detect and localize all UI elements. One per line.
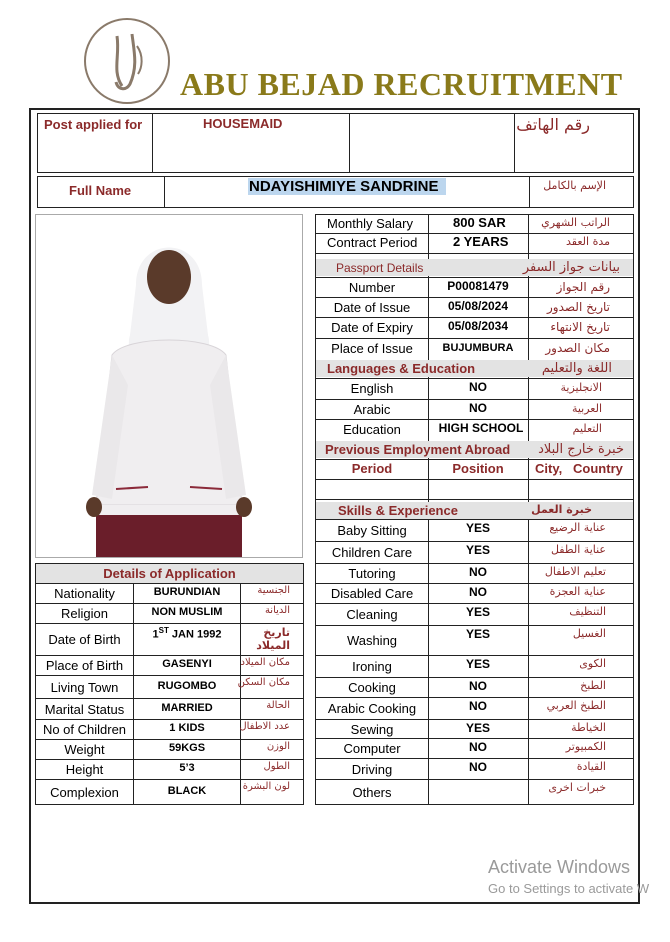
candidate-photo: [35, 214, 303, 558]
languages-title: Languages & Education: [327, 361, 476, 376]
salary-label: Monthly Salary: [327, 216, 413, 231]
activate-windows-subtitle: Go to Settings to activate W: [488, 881, 650, 896]
dob-suffix: ST: [158, 626, 169, 635]
details-title: Details of Application: [103, 566, 236, 581]
passport-number-value: P00081479: [447, 279, 509, 293]
dob-rest: JAN 1992: [168, 628, 222, 641]
detail-value-5: MARRIED: [161, 702, 213, 714]
post-label: Post applied for: [44, 117, 143, 132]
detail-value-2: [134, 627, 240, 641]
detail-value-6: 1 KIDS: [169, 722, 205, 734]
education-value: HIGH SCHOOL: [438, 421, 524, 435]
skill-value-9: YES: [465, 721, 490, 735]
skill-label-3: Disabled Care: [330, 586, 414, 601]
detail-label-1: Religion: [61, 606, 108, 621]
skill-label-0: Baby Sitting: [337, 523, 407, 538]
english-value: NO: [469, 380, 487, 394]
english-ar: الانجليزية: [560, 381, 602, 394]
activate-windows-title: Activate Windows: [488, 857, 631, 877]
place-of-issue-value: BUJUMBURA: [442, 342, 514, 354]
skills-title: Skills & Experience: [338, 503, 458, 518]
detail-ar-1: الديانة: [264, 605, 290, 616]
skill-label-11: Driving: [351, 762, 393, 777]
contract-label: Contract Period: [327, 235, 418, 250]
employment-title-ar: خبرة خارج البلاد: [538, 442, 624, 457]
issue-date-value: 05/08/2024: [447, 299, 509, 313]
skill-value-6: YES: [465, 657, 490, 671]
skill-value-5: YES: [465, 627, 490, 641]
skill-label-8: Arabic Cooking: [327, 701, 417, 716]
arabic-value: NO: [469, 401, 487, 415]
skill-value-1: YES: [465, 543, 490, 557]
passport-title-ar: بيانات جواز السفر: [522, 260, 620, 275]
skill-ar-10: الكمبيوتر: [565, 740, 606, 753]
skill-value-8: NO: [469, 699, 487, 713]
phone-label-ar: رقم الهاتف: [516, 115, 590, 134]
detail-ar-8: الطول: [263, 761, 290, 772]
detail-value-3: GASENYI: [162, 658, 212, 670]
employment-col-position: Position: [452, 461, 504, 476]
english-label: English: [350, 381, 394, 396]
detail-ar-9: لون البشرة: [242, 781, 290, 792]
skill-label-9: Sewing: [350, 722, 394, 737]
salary-label-ar: الراتب الشهري: [541, 216, 610, 229]
place-of-issue-ar: مكان الصدور: [545, 341, 610, 355]
detail-value-8: 5’3: [179, 762, 195, 774]
issue-date-label: Date of Issue: [333, 300, 411, 315]
skill-ar-5: الغسيل: [572, 627, 606, 640]
skill-label-5: Washing: [346, 633, 398, 648]
skill-label-7: Cooking: [348, 680, 396, 695]
employment-col-country: City, Country: [535, 461, 623, 476]
detail-value-1: NON MUSLIM: [151, 606, 223, 618]
detail-ar-7: الوزن: [266, 741, 290, 752]
detail-ar-2: تاريخ الميلاد: [256, 626, 290, 652]
contract-label-ar: مدة العقد: [566, 235, 610, 248]
skills-title-ar: خبرة العمل: [531, 503, 592, 516]
education-ar: التعليم: [572, 422, 602, 435]
skill-value-0: YES: [465, 521, 490, 535]
detail-label-0: Nationality: [54, 586, 115, 601]
skill-value-4: YES: [465, 605, 490, 619]
fullname-value: NDAYISHIMIYE SANDRINE: [249, 178, 439, 195]
detail-label-7: Weight: [64, 742, 105, 757]
fullname-label-ar: الإسم بالكامل: [543, 179, 606, 192]
arabic-ar: العربية: [571, 402, 602, 415]
passport-title: Passport Details: [336, 261, 424, 275]
detail-label-9: Complexion: [50, 785, 119, 800]
skill-ar-12: خبرات اخرى: [548, 781, 606, 794]
education-label: Education: [343, 422, 401, 437]
skill-value-7: NO: [469, 679, 487, 693]
employment-col-period: Period: [351, 461, 393, 476]
skill-ar-11: القيادة: [576, 760, 606, 773]
arabic-label: Arabic: [353, 402, 391, 417]
expiry-date-value: 05/08/2034: [447, 319, 509, 333]
skill-ar-2: تعليم الاطفال: [544, 565, 606, 578]
dob-day: 1: [152, 628, 159, 641]
skill-ar-7: الطبخ: [580, 679, 606, 692]
expiry-date-label: Date of Expiry: [331, 320, 413, 335]
fullname-label: Full Name: [69, 183, 132, 198]
company-name: ABU BEJAD RECRUITMENT: [180, 66, 623, 102]
passport-number-ar: رقم الجواز: [556, 280, 610, 294]
place-of-issue-label: Place of Issue: [331, 341, 413, 356]
skill-value-2: NO: [469, 565, 487, 579]
skill-label-4: Cleaning: [346, 607, 398, 622]
detail-value-0: BURUNDIAN: [153, 586, 221, 598]
detail-ar-4: مكان السكن: [237, 677, 290, 688]
skill-label-1: Children Care: [331, 545, 413, 560]
skill-ar-6: الكوى: [579, 657, 606, 670]
skill-label-6: Ironing: [352, 659, 392, 674]
detail-ar-6: عدد الاطفال: [239, 721, 290, 732]
skill-ar-3: عناية العجزة: [549, 585, 606, 598]
issue-date-ar: تاريخ الصدور: [547, 300, 610, 314]
detail-label-5: Marital Status: [44, 702, 125, 717]
skill-ar-4: التنظيف: [569, 605, 606, 618]
detail-label-3: Place of Birth: [45, 658, 124, 673]
employment-title: Previous Employment Abroad: [325, 442, 511, 457]
skill-value-11: NO: [469, 760, 487, 774]
skill-ar-8: الطبخ العربي: [546, 699, 606, 712]
detail-value-4: RUGOMBO: [157, 680, 217, 692]
skill-ar-9: الخياطة: [571, 721, 606, 734]
detail-label-2: Date of Birth: [48, 632, 121, 647]
skill-value-10: NO: [469, 740, 487, 754]
contract-value: 2 YEARS: [453, 234, 509, 249]
detail-ar-5: الحالة: [266, 700, 290, 711]
detail-label-4: Living Town: [50, 680, 119, 695]
skill-ar-0: عناية الرضيع: [549, 521, 606, 534]
detail-label-8: Height: [65, 762, 104, 777]
detail-ar-3: مكان الميلاد: [240, 657, 290, 668]
detail-ar-0: الجنسية: [257, 585, 290, 596]
detail-value-9: BLACK: [167, 785, 207, 797]
detail-label-6: No of Children: [42, 722, 127, 737]
salary-value: 800 SAR: [453, 215, 506, 230]
company-logo: [82, 16, 172, 106]
skill-label-10: Computer: [343, 741, 401, 756]
languages-title-ar: اللغة والتعليم: [541, 361, 612, 376]
expiry-date-ar: تاريخ الانتهاء: [550, 320, 610, 334]
skill-ar-1: عناية الطفل: [550, 543, 606, 556]
post-value: HOUSEMAID: [203, 116, 283, 131]
detail-value-7: 59KGS: [168, 742, 206, 754]
skill-value-3: NO: [469, 585, 487, 599]
skill-label-2: Tutoring: [348, 566, 396, 581]
skill-label-12: Others: [352, 785, 392, 800]
passport-number-label: Number: [348, 280, 396, 295]
